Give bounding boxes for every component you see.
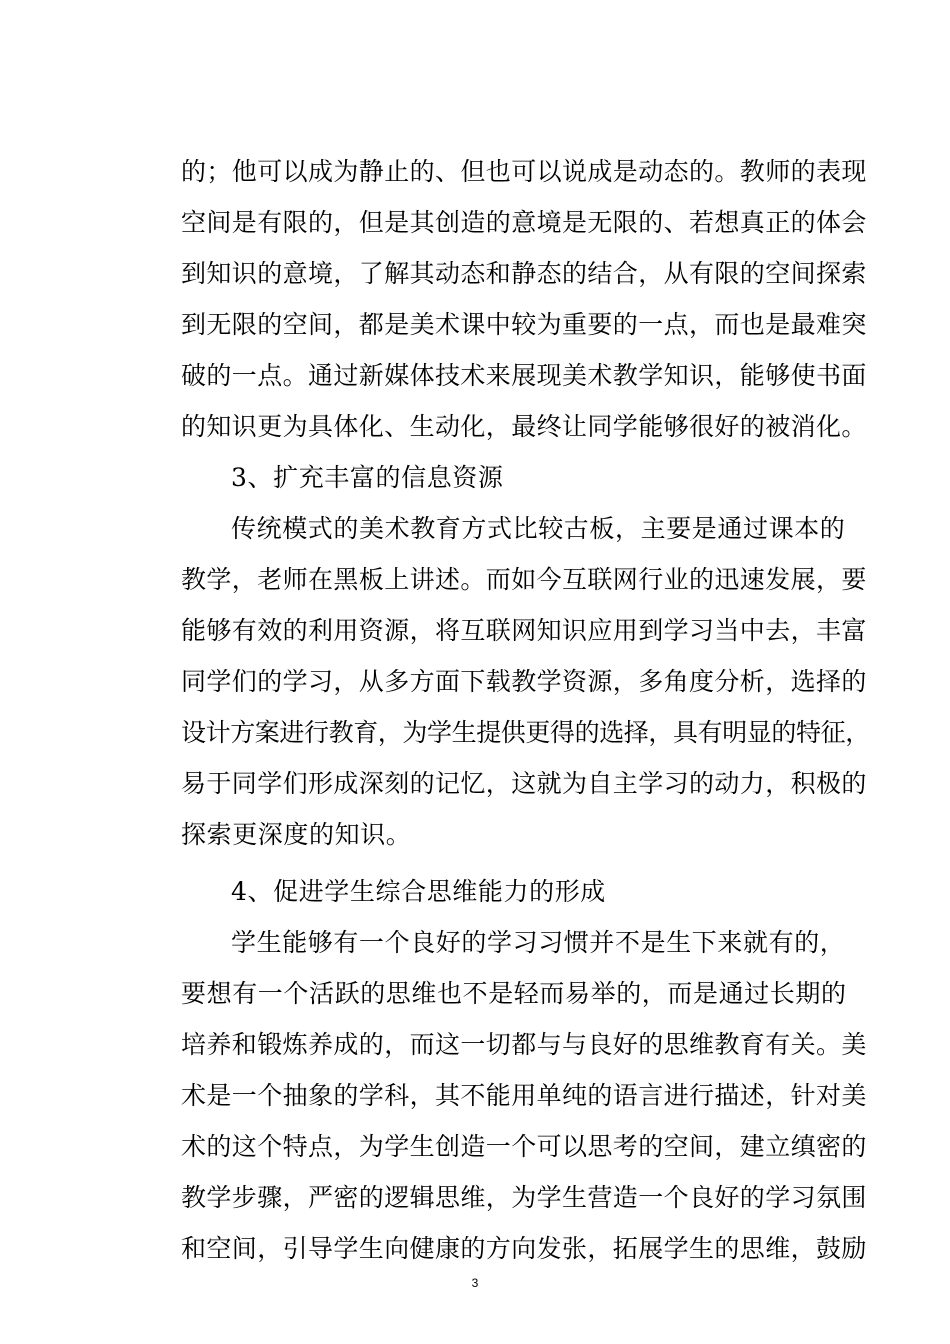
text-line: 到无限的空间，都是美术课中较为重要的一点，而也是最难突: [181, 310, 867, 339]
text-line: 设计方案进行教育，为学生提供更得的选择，具有明显的特征，: [181, 718, 870, 747]
text-line: 学生能够有一个良好的学习习惯并不是生下来就有的，: [231, 928, 846, 957]
text-line: 破的一点。通过新媒体技术来展现美术教学知识，能够使书面: [181, 361, 867, 390]
text-line: 的；他可以成为静止的、但也可以说成是动态的。教师的表现: [181, 157, 867, 186]
text-line: 术的这个特点，为学生创造一个可以思考的空间，建立缜密的: [181, 1132, 867, 1161]
paragraph-3: [181, 917, 871, 1274]
text-line: 能够有效的利用资源，将互联网知识应用到学习当中去，丰富: [181, 616, 867, 645]
paragraph-2: [181, 503, 871, 860]
body-text: [181, 146, 871, 1274]
page-number: 3: [471, 1276, 479, 1290]
text-line: 教学，老师在黑板上讲述。而如今互联网行业的迅速发展，要: [181, 565, 867, 594]
text-line: 培养和锻炼养成的，而这一切都与与良好的思维教育有关。美: [181, 1030, 867, 1059]
paragraph-1: [181, 146, 871, 452]
text-line: 到知识的意境，了解其动态和静态的结合，从有限的空间探索: [181, 259, 867, 288]
text-line: 和空间，引导学生向健康的方向发张，拓展学生的思维，鼓励: [181, 1234, 867, 1263]
section-heading-3: 3、扩充丰富的信息资源: [231, 463, 504, 492]
text-line: 术是一个抽象的学科，其不能用单纯的语言进行描述，针对美: [181, 1081, 867, 1110]
text-line: 要想有一个活跃的思维也不是轻而易举的，而是通过长期的: [181, 979, 847, 1008]
text-line: 的知识更为具体化、生动化，最终让同学能够很好的被消化。: [181, 412, 867, 441]
text-line: 易于同学们形成深刻的记忆，这就为自主学习的动力，积极的: [181, 769, 867, 798]
section-heading-4: 4、促进学生综合思维能力的形成: [231, 877, 606, 906]
text-line: 探索更深度的知识。: [181, 820, 412, 849]
text-line: 同学们的学习，从多方面下载教学资源，多角度分析，选择的: [181, 667, 867, 696]
text-line: 教学步骤，严密的逻辑思维，为学生营造一个良好的学习氛围: [181, 1183, 867, 1212]
text-line: 空间是有限的，但是其创造的意境是无限的、若想真正的体会: [181, 208, 867, 237]
text-line: 传统模式的美术教育方式比较古板，主要是通过课本的: [231, 514, 846, 543]
